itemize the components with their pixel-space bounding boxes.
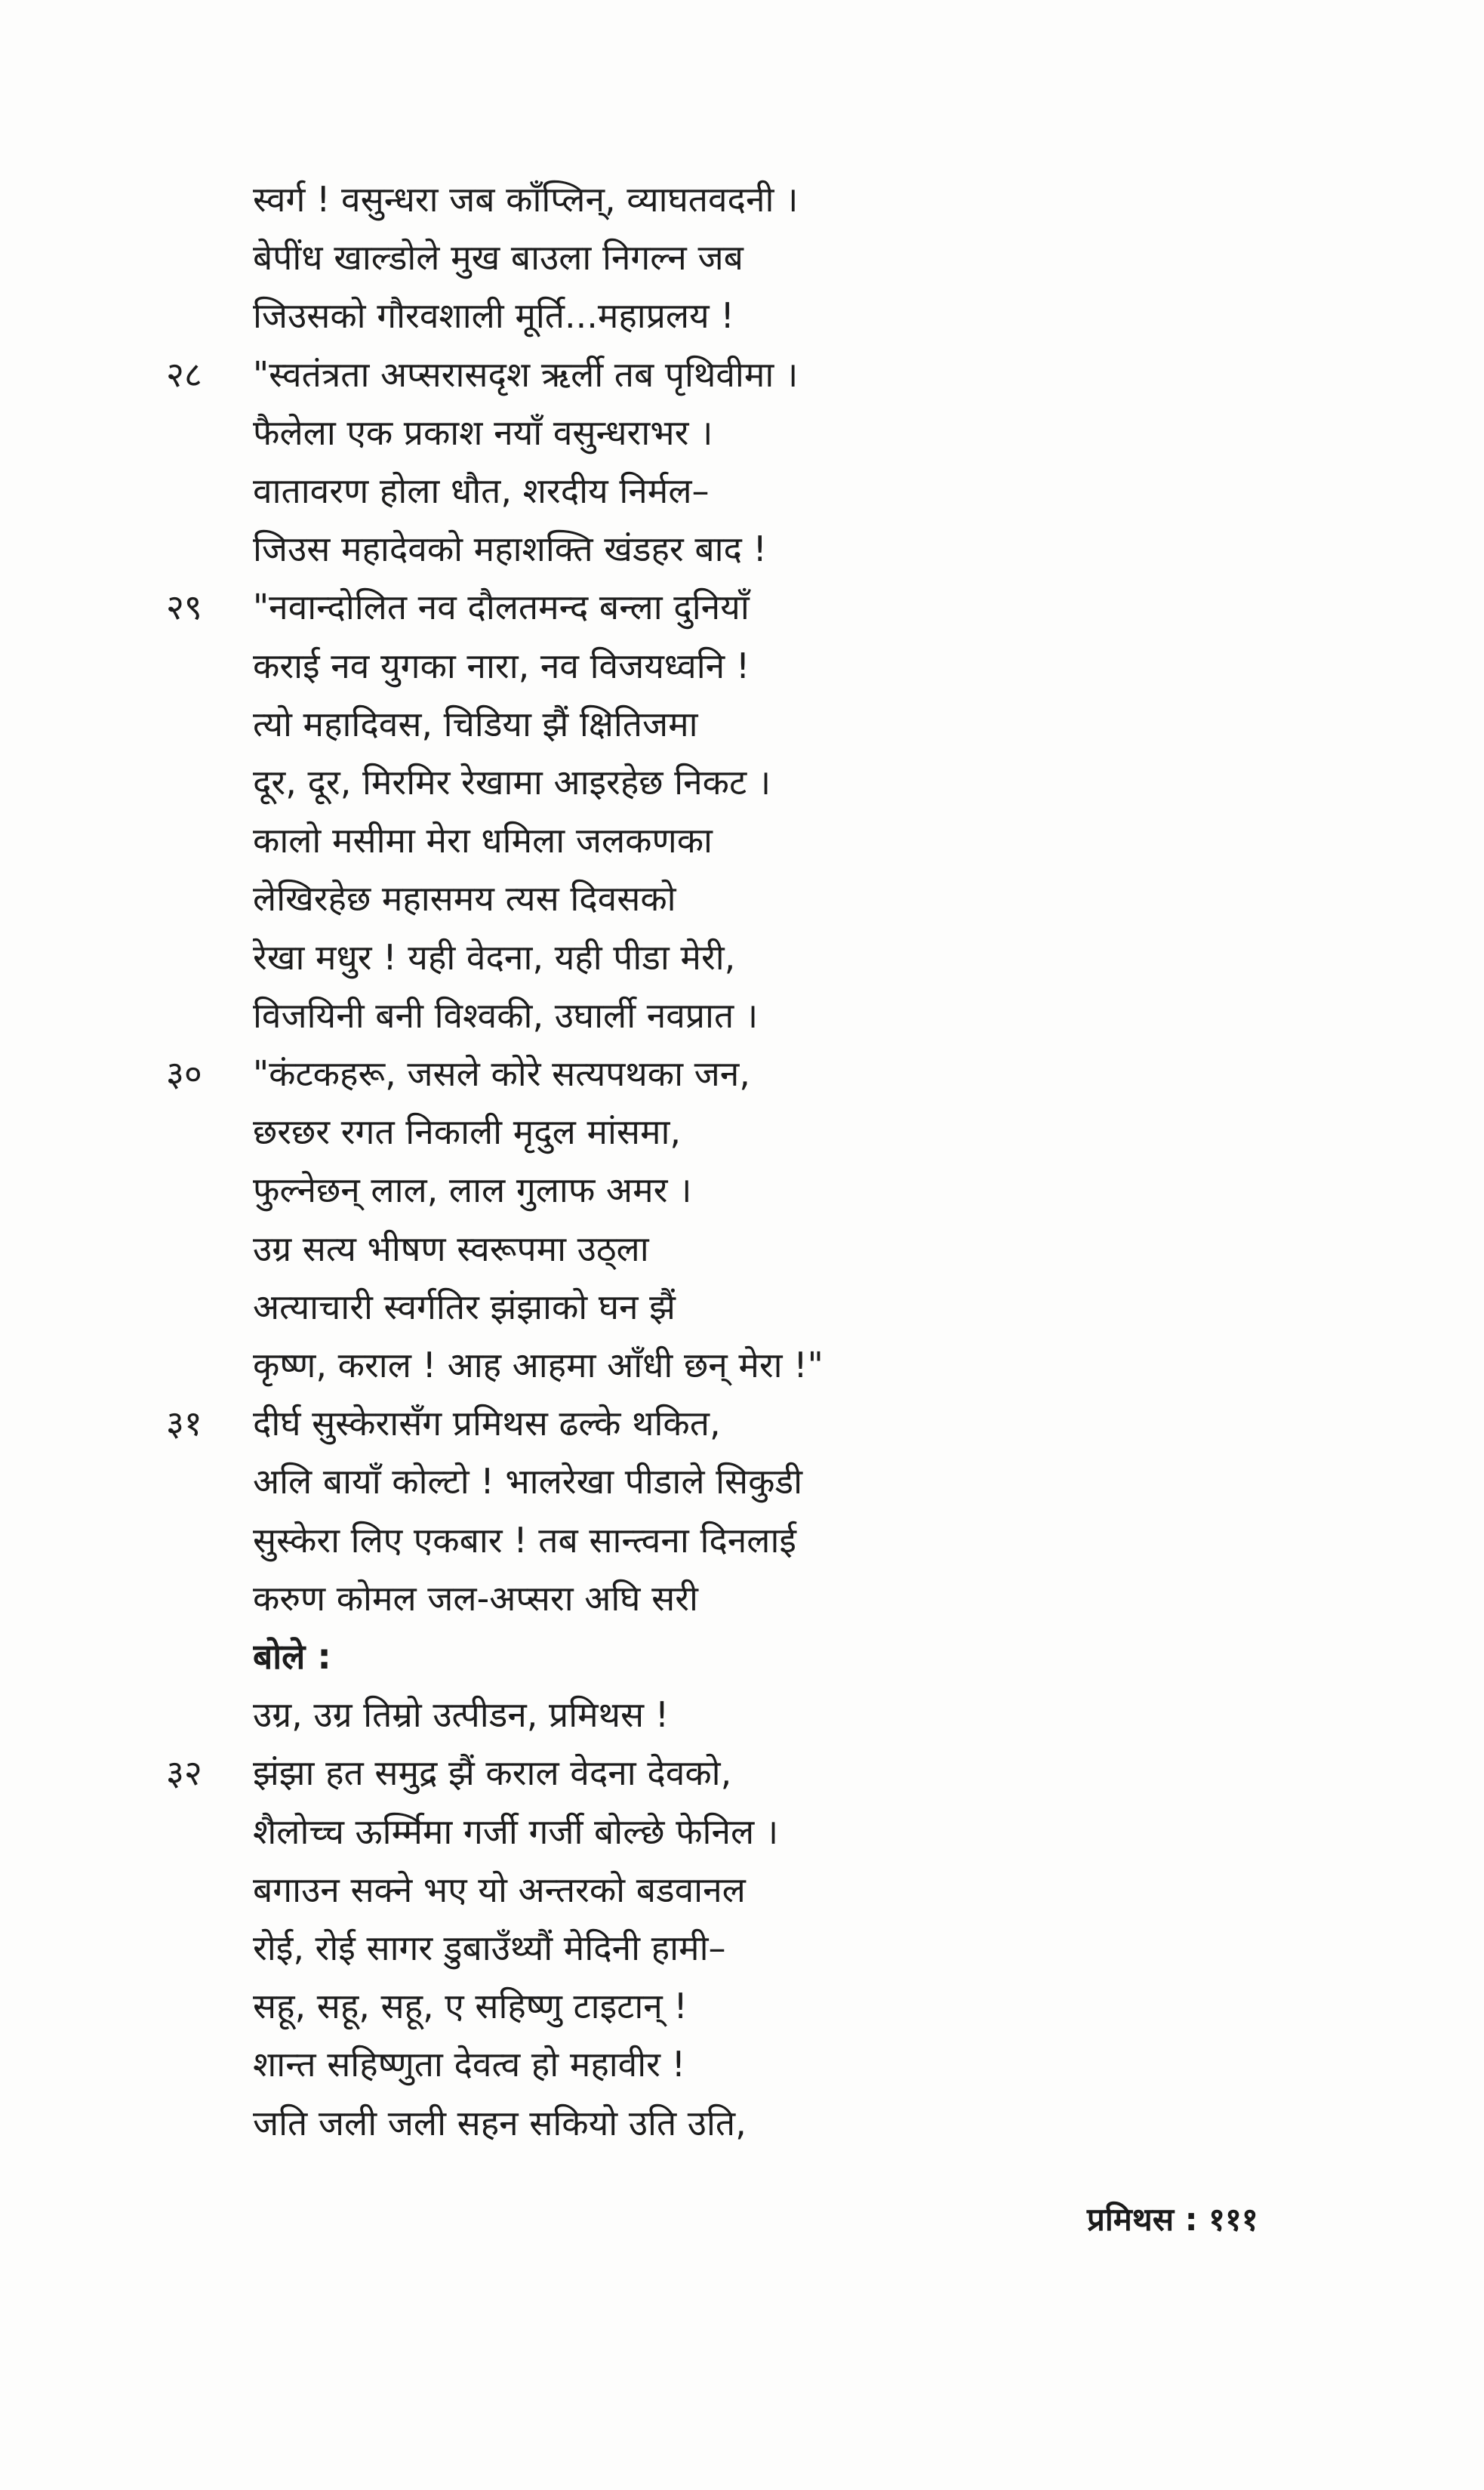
poem-line: दीर्घ सुस्केरासँग प्रमिथस ढल्के थकित, — [253, 1403, 721, 1444]
poem-line: दूर, दूर, मिरमिर रेखामा आइरहेछ निकट । — [253, 762, 771, 803]
poem-line: करुण कोमल जल-अप्सरा अघि सरी — [253, 1578, 698, 1619]
verse-number: २९ — [166, 587, 202, 627]
poem-line: उग्र, उग्र तिम्रो उत्पीडन, प्रमिथस ! — [253, 1694, 670, 1735]
poem-line: कालो मसीमा मेरा धमिला जलकणका — [253, 820, 713, 861]
poem-line: "कंटकहरू, जसले कोरे सत्यपथका जन, — [253, 1053, 750, 1094]
verse-number: ३२ — [166, 1752, 202, 1793]
poem-line: विजयिनी बनी विश्वकी, उघार्ली नवप्रात । — [253, 995, 759, 1036]
poem-line: रोई, रोई सागर डुबाउँथ्यौं मेदिनी हामी– — [253, 1928, 726, 1968]
poem-line: "नवान्दोलित नव दौलतमन्द बन्ला दुनियाँ — [253, 587, 750, 627]
poem-line: झंझा हत समुद्र झैं कराल वेदना देवको, — [253, 1752, 732, 1793]
poem-line: स्वर्ग ! वसुन्धरा जब काँप्लिन्, व्याघतवदनी । — [253, 179, 799, 220]
poem-line: जति जली जली सहन सकियो उति उति, — [253, 2103, 747, 2143]
poem-line: अत्याचारी स्वर्गतिर झंझाको घन झैं — [253, 1287, 676, 1327]
poem-line: रेखा मधुर ! यही वेदना, यही पीडा मेरी, — [253, 937, 736, 978]
poem-line: कराई नव युगका नारा, नव विजयध्वनि ! — [253, 646, 750, 686]
poem-line: फुल्नेछन् लाल, लाल गुलाफ अमर । — [253, 1169, 692, 1210]
poem-line: जिउसको गौरवशाली मूर्ति...महाप्रलय ! — [253, 295, 734, 336]
poem-line: कृष्ण, कराल ! आह आहमा आँधी छन् मेरा !" — [253, 1345, 824, 1385]
poem-line: फैलेला एक प्रकाश नयाँ वसुन्धराभर । — [253, 412, 713, 453]
poem-line: त्यो महादिवस, चिडिया झैं क्षितिजमा — [253, 704, 698, 744]
poem-line: शान्त सहिष्णुता देवत्व हो महावीर ! — [253, 2044, 686, 2085]
poem-line: उग्र सत्य भीषण स्वरूपमा उठ्ला — [253, 1228, 649, 1269]
verse-number: ३१ — [166, 1403, 202, 1444]
poem-line: जिउस महादेवको महाशक्ति खंडहर बाद ! — [253, 529, 767, 569]
page-footer: प्रमिथस : १११ — [1087, 2201, 1258, 2238]
poem-line: वातावरण होला धौत, शरदीय निर्मल– — [253, 470, 710, 511]
poem-line: बेपींध खाल्डोले मुख बाउला निगल्न जब — [253, 237, 744, 278]
verse-number: २८ — [166, 354, 202, 395]
poem-line: "स्वतंत्रता अप्सरासदृश ऋर्ली तब पृथिवीमा । — [253, 354, 799, 395]
poem-line: बोले : — [253, 1636, 331, 1677]
poem-line: बगाउन सक्ने भए यो अन्तरको बडवानल — [253, 1869, 746, 1910]
poem-line: छरछर रगत निकाली मृदुल मांसमा, — [253, 1111, 682, 1152]
poem-line: अलि बायाँ कोल्टो ! भालरेखा पीडाले सिकुडी — [253, 1461, 803, 1502]
poem-line: लेखिरहेछ महासमय त्यस दिवसको — [253, 878, 676, 919]
poem-line: शैलोच्च ऊर्म्मिमा गर्जी गर्जी बोल्छे फेनिल । — [253, 1811, 779, 1852]
poem-line: सुस्केरा लिए एकबार ! तब सान्त्वना दिनलाई — [253, 1520, 796, 1561]
poem-line: सहू, सहू, सहू, ए सहिष्णु टाइटान् ! — [253, 1986, 688, 2026]
verse-number: ३० — [166, 1053, 202, 1094]
